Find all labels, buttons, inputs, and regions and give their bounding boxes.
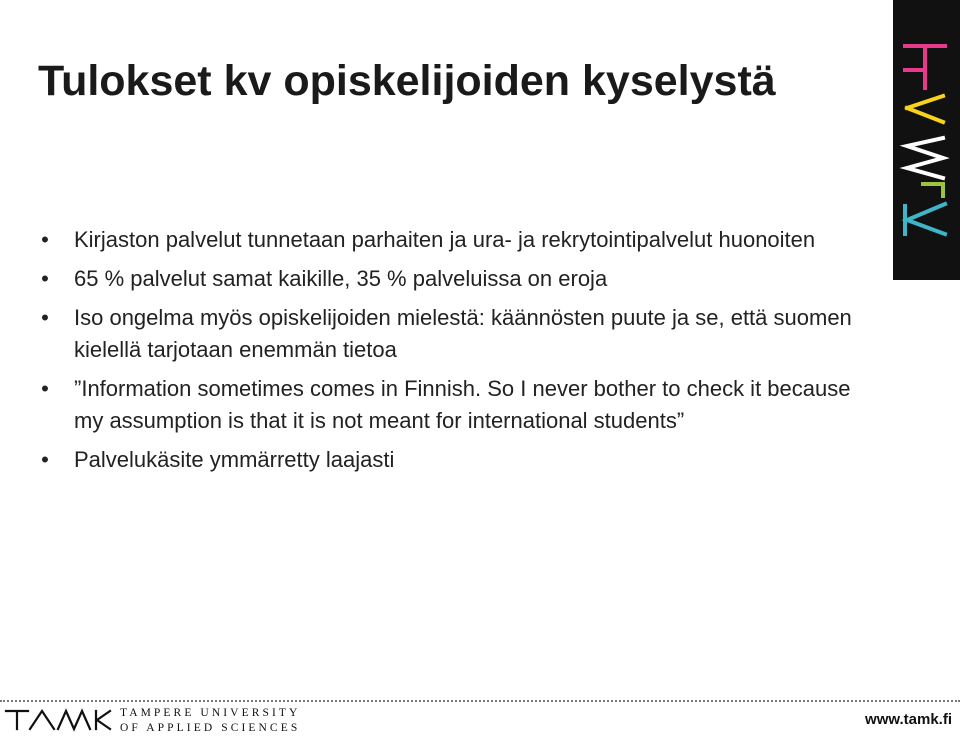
bullet-dot: • [41, 227, 49, 252]
bullet-item [38, 373, 858, 437]
bullet-list [38, 224, 858, 483]
bullet-dot: • [41, 305, 49, 330]
tamk-wordmark-icon [4, 708, 112, 732]
footer-divider [0, 700, 960, 702]
bullet-item [38, 444, 858, 476]
bullet-item [38, 224, 858, 256]
bullet-dot: • [41, 266, 49, 291]
bullet-text: Palvelukäsite ymmärretty laajasti [74, 447, 395, 472]
bullet-text: 65 % palvelut samat kaikille, 35 % palveluissa on eroja [74, 266, 608, 291]
bullet-text: Kirjaston palvelut tunnetaan parhaiten ja ura- ja rekrytointipalvelut huonoiten [74, 227, 816, 252]
bullet-text: ”Information sometimes comes in Finnish. So I never bother to check it because my assumption is that it is not meant for international students” [74, 376, 851, 433]
bullet-dot: • [41, 376, 49, 401]
tamk-logo-panel [893, 0, 960, 280]
university-name-line2: OF APPLIED SCIENCES [120, 722, 301, 734]
website-link[interactable]: www.tamk.fi [865, 711, 952, 728]
bullet-item [38, 302, 858, 366]
bullet-text: Iso ongelma myös opiskelijoiden mielestä: käännösten puute ja se, että suomen kielellä tarjotaan enemmän tietoa [74, 305, 852, 362]
bullet-item [38, 263, 858, 295]
bullet-dot: • [41, 447, 49, 472]
university-name [120, 706, 300, 736]
university-name-line1: TAMPERE UNIVERSITY [120, 707, 301, 719]
slide-title: Tulokset kv opiskelijoiden kyselystä [38, 57, 776, 105]
tamk-logo-icon [893, 0, 960, 280]
